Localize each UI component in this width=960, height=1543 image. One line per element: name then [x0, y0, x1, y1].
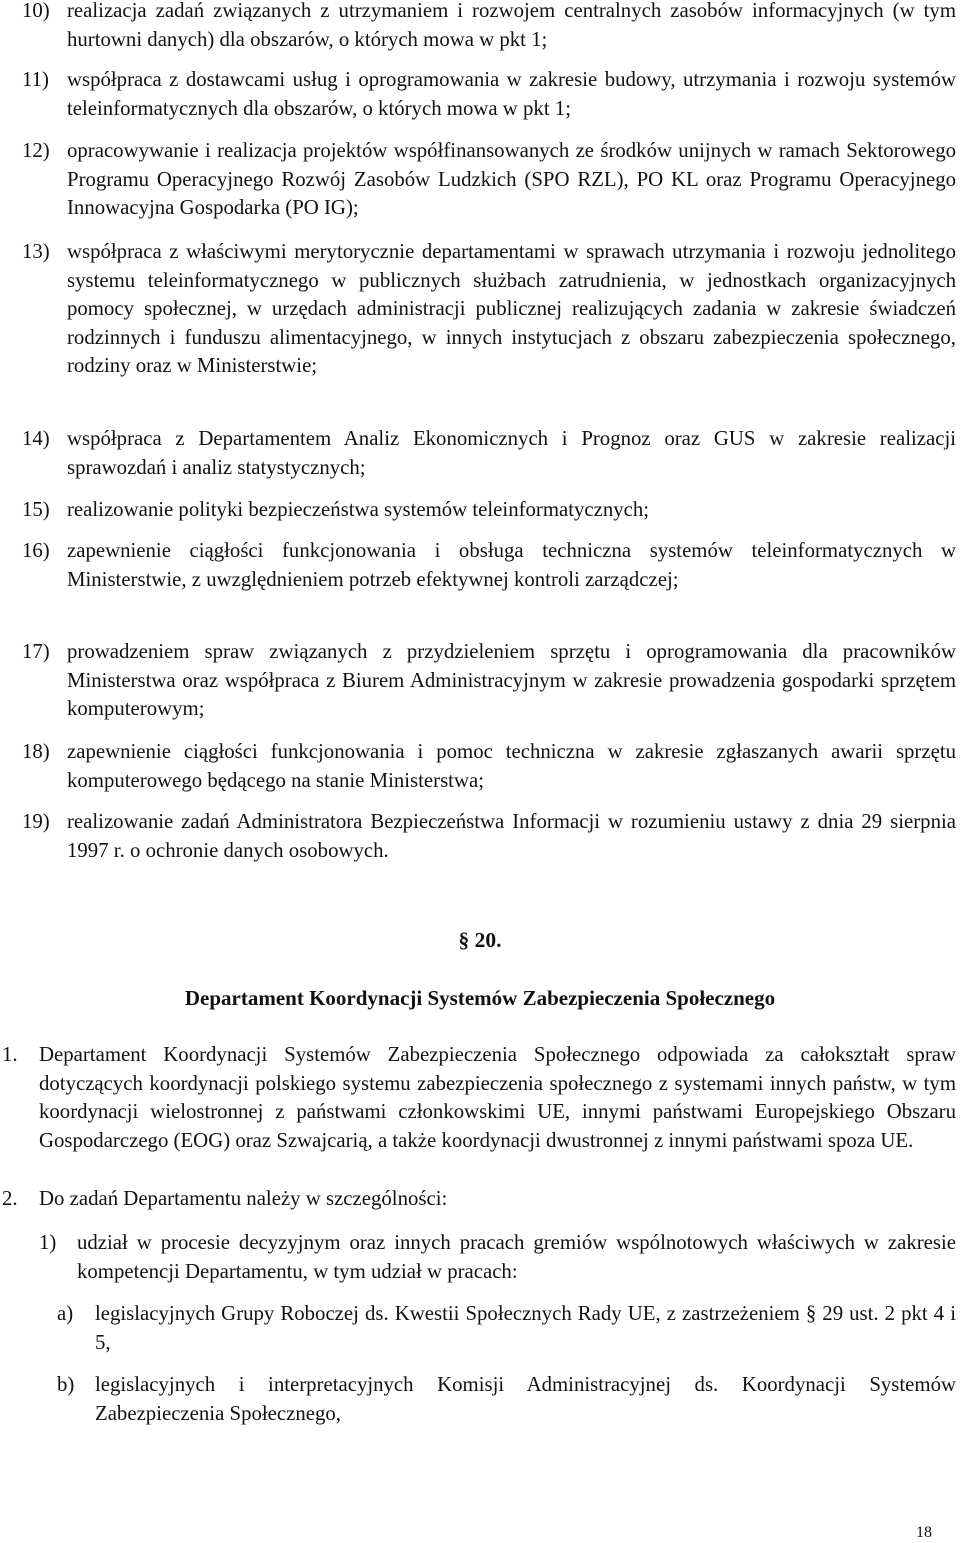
list-item [22, 738, 956, 795]
item-text: prowadzeniem spraw związanych z przydzieleniem sprzętu i oprogramowania dla pracowników Ministerstwa oraz współpraca z Biurem Administracyjnym w zakresie prowadzenia gospodarki sprzętem komputerowym; [67, 640, 956, 721]
list-item [22, 137, 956, 223]
item-number: 16) [22, 539, 50, 562]
item-number: 11) [22, 68, 49, 91]
list-item [22, 808, 956, 865]
letter-item-text: legislacyjnych Grupy Roboczej ds. Kwestii Społecznych Rady UE, z zastrzeżeniem § 29 ust. 2 pkt 4 i 5, [95, 1302, 956, 1354]
list-item [22, 425, 956, 482]
item-text: współpraca z właściwymi merytorycznie departamentami w sprawach utrzymania i rozwoju jednolitego systemu teleinformatycznego w publicznych służbach zatrudnienia, w jednostkach organizacyjnych pomocy społecznej, w urzędach administracji publicznej realizujących zadania w zakresie świadczeń rodzinnych i funduszu alimentacyjnego, w innych instytucjach z obszaru zabezpieczenia społecznego, rodziny oraz w Ministerstwie; [67, 240, 956, 378]
item-text: współpraca z Departamentem Analiz Ekonomicznych i Prognoz oraz GUS w zakresie realizacji sprawozdań i analiz statystycznych; [67, 427, 956, 479]
sub-item-number: 1) [39, 1231, 57, 1254]
item-number: 17) [22, 640, 50, 663]
item-number: 10) [22, 0, 50, 22]
paragraph-text: Do zadań Departamentu należy w szczególności: [39, 1187, 448, 1210]
letter-item [57, 1371, 956, 1428]
item-text: zapewnienie ciągłości funkcjonowania i obsługa techniczna systemów teleinformatycznych w Ministerstwie, z uwzględnieniem potrzeb efektywnej kontroli zarządczej; [67, 539, 956, 591]
paragraph-number: 1. [2, 1043, 18, 1066]
list-item [22, 496, 956, 525]
paragraph [0, 1185, 956, 1214]
section-number: § 20. [458, 928, 502, 952]
list-item [22, 0, 956, 54]
item-number: 12) [22, 139, 50, 162]
item-text: zapewnienie ciągłości funkcjonowania i pomoc techniczna w zakresie zgłaszanych awarii sprzętu komputerowego będącego na stanie Ministerstwa; [67, 740, 956, 792]
item-text: realizowanie zadań Administratora Bezpieczeństwa Informacji w rozumieniu ustawy z dnia 29 sierpnia 1997 r. o ochronie danych osobowych. [67, 810, 956, 862]
letter-item [57, 1300, 956, 1357]
item-number: 18) [22, 740, 50, 763]
paragraph-text: Departament Koordynacji Systemów Zabezpieczenia Społecznego odpowiada za całokształt spraw dotyczących koordynacji polskiego systemu zabezpieczenia społecznego z systemami innych państw, w tym koordynacji wielostronnej z państwami członkowskimi UE, innymi państwami Europejskiego Obszaru Gospodarczego (EOG) oraz Szwajcarią, a także koordynacji dwustronnej z innymi państwami spoza UE. [39, 1043, 956, 1152]
section-title: Departament Koordynacji Systemów Zabezpieczenia Społecznego [184, 986, 776, 1010]
paragraph [0, 1041, 956, 1155]
letter-item-marker: a) [57, 1302, 74, 1325]
item-number: 14) [22, 427, 50, 450]
list-item [22, 66, 956, 123]
item-text: realizowanie polityki bezpieczeństwa systemów teleinformatycznych; [67, 498, 650, 521]
page-number: 18 [916, 1524, 932, 1541]
item-number: 15) [22, 498, 50, 521]
item-text: opracowywanie i realizacja projektów współfinansowanych ze środków unijnych w ramach Sektorowego Programu Operacyjnego Rozwój Zasobów Ludzkich (SPO RZL), PO KL oraz Programu Operacyjnego Innowacyjna Gospodarka (PO IG); [67, 139, 956, 220]
item-text: współpraca z dostawcami usług i oprogramowania w zakresie budowy, utrzymania i rozwoju systemów teleinformatycznych dla obszarów, o których mowa w pkt 1; [67, 68, 956, 120]
item-number: 13) [22, 240, 50, 263]
letter-item-marker: b) [57, 1373, 75, 1396]
list-item [22, 638, 956, 724]
sub-item-text: udział w procesie decyzyjnym oraz innych pracach gremiów wspólnotowych właściwych w zakresie kompetencji Departamentu, w tym udział w pracach: [77, 1231, 956, 1283]
list-item [22, 537, 956, 594]
list-item [22, 238, 956, 381]
letter-item-text: legislacyjnych i interpretacyjnych Komisji Administracyjnej ds. Koordynacji Systemów Zabezpieczenia Społecznego, [95, 1373, 956, 1425]
item-number: 19) [22, 810, 50, 833]
sub-item [39, 1229, 956, 1286]
paragraph-number: 2. [2, 1187, 18, 1210]
item-text: realizacja zadań związanych z utrzymaniem i rozwojem centralnych zasobów informacyjnych (w tym hurtowni danych) dla obszarów, o których mowa w pkt 1; [67, 0, 956, 51]
